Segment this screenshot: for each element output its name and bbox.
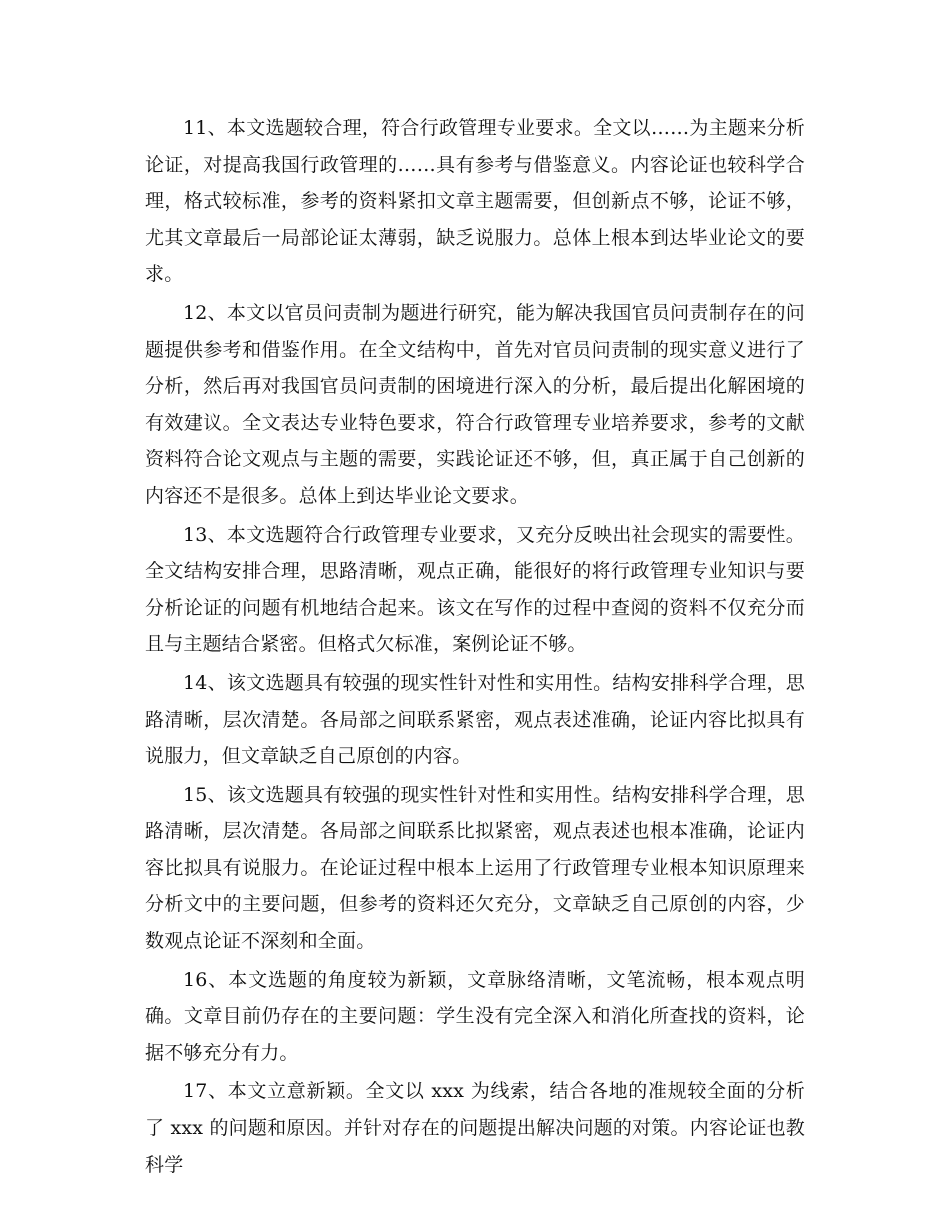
comment-paragraph-15: 15、该文选题具有较强的现实性针对性和实用性。结构安排科学合理，思路清晰，层次清楚。各局部之间联系比拟紧密，观点表述也根本准确，论证内容比拟具有说服力。在论证过程中根本上运用了行政管理专业根本知识原理来分析文中的主要问题，但参考的资料还欠充分，文章缺乏自己原创的内容，少数观点论证不深刻和全面。 bbox=[145, 783, 805, 953]
comment-paragraph-12: 12、本文以官员问责制为题进行研究，能为解决我国官员问责制存在的问题提供参考和借鉴作用。在全文结构中，首先对官员问责制的现实意义进行了分析，然后再对我国官员问责制的困境进行深入的分析，最后提出化解困境的有效建议。全文表达专业特色要求，符合行政管理专业培养要求，参考的文献资料符合论文观点与主题的需要，实践论证还不够，但，真正属于自己创新的内容还不是很多。总体上到达毕业论文要求。 bbox=[145, 301, 805, 507]
comment-paragraph-16: 16、本文选题的角度较为新颖，文章脉络清晰，文笔流畅，根本观点明确。文章目前仍存在的主要问题：学生没有完全深入和消化所查找的资料，论据不够充分有力。 bbox=[145, 968, 805, 1064]
comment-paragraph-17: 17、本文立意新颖。全文以 xxx 为线索，结合各地的准规较全面的分析了 xxx 的问题和原因。并针对存在的问题提出解决问题的对策。内容论证也教科学 bbox=[145, 1080, 805, 1176]
document-body bbox=[145, 110, 805, 1185]
comment-paragraph-13: 13、本文选题符合行政管理专业要求，又充分反映出社会现实的需要性。全文结构安排合理，思路清晰，观点正确，能很好的将行政管理专业知识与要分析论证的问题有机地结合起来。该文在写作的过程中查阅的资料不仅充分而且与主题结合紧密。但格式欠标准，案例论证不够。 bbox=[145, 523, 805, 656]
comment-paragraph-11: 11、本文选题较合理，符合行政管理专业要求。全文以……为主题来分析论证，对提高我国行政管理的……具有参考与借鉴意义。内容论证也较科学合理，格式较标准，参考的资料紧扣文章主题需要，但创新点不够，论证不够，尤其文章最后一局部论证太薄弱，缺乏说服力。总体上根本到达毕业论文的要求。 bbox=[145, 117, 805, 286]
comment-paragraph-14: 14、该文选题具有较强的现实性针对性和实用性。结构安排科学合理，思路清晰，层次清楚。各局部之间联系紧密，观点表述准确，论证内容比拟具有说服力，但文章缺乏自己原创的内容。 bbox=[145, 671, 805, 768]
